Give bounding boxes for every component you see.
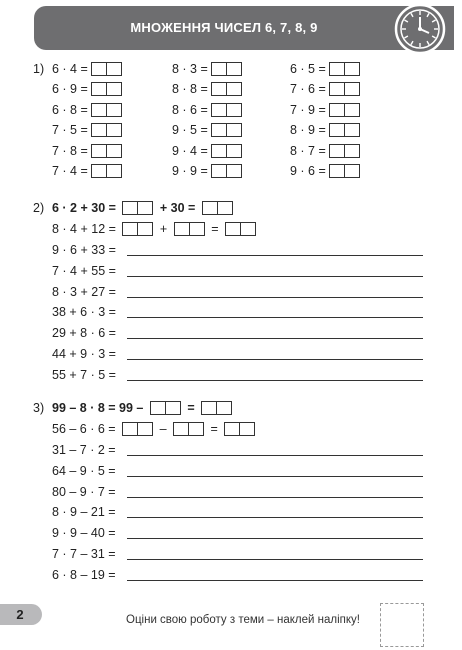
task2-expression: 29 + 8 · 6 =	[52, 326, 116, 341]
answer-line[interactable]	[127, 276, 423, 277]
task3-example	[52, 400, 232, 416]
answer-box[interactable]	[174, 221, 205, 237]
task3-expression: 31 – 7 · 2 =	[52, 443, 116, 457]
answer-box[interactable]	[211, 61, 242, 77]
answer-box[interactable]	[211, 163, 242, 179]
task2-example-start: 6 · 2 + 30 =	[52, 201, 116, 215]
task1-item	[52, 102, 122, 118]
answer-box[interactable]	[211, 81, 242, 97]
answer-line[interactable]	[127, 455, 423, 456]
task1-item	[172, 81, 242, 97]
answer-box[interactable]	[211, 143, 242, 159]
answer-box[interactable]	[329, 122, 360, 138]
task2-expression: 55 + 7 · 5 =	[52, 367, 116, 382]
task1-expression: 6 · 8 =	[52, 102, 88, 117]
answer-box[interactable]	[225, 221, 256, 237]
answer-line[interactable]	[127, 580, 423, 581]
task2-example-plus: + 30 =	[159, 201, 196, 215]
answer-line[interactable]	[127, 317, 423, 318]
answer-box[interactable]	[91, 81, 122, 97]
answer-box[interactable]	[150, 400, 181, 416]
task1-item	[290, 81, 360, 97]
task1-expression: 7 · 5 =	[52, 123, 88, 138]
task3-second-eq: =	[210, 422, 218, 436]
sticker-placeholder[interactable]	[380, 603, 424, 647]
task1-item	[290, 143, 360, 159]
task2-expression: 38 + 6 · 3 =	[52, 305, 116, 320]
task1-expression: 9 · 5 =	[172, 123, 208, 138]
task1-expression: 6 · 9 =	[52, 82, 88, 97]
answer-box[interactable]	[329, 81, 360, 97]
task1-item	[172, 122, 242, 138]
task2-expression: 44 + 9 · 3 =	[52, 347, 116, 361]
task1-item	[52, 122, 122, 138]
task1-expression: 6 · 5 =	[290, 62, 326, 76]
clock-icon	[393, 2, 447, 56]
answer-box[interactable]	[211, 122, 242, 138]
task3-expression: 8 · 9 – 21 =	[52, 505, 116, 520]
task1-expression: 9 · 6 =	[290, 164, 326, 178]
task3-expression: 9 · 9 – 40 =	[52, 526, 116, 541]
task1-item	[52, 61, 122, 77]
task3-expression: 64 – 9 · 5 =	[52, 463, 116, 478]
answer-box[interactable]	[202, 200, 233, 216]
answer-line[interactable]	[127, 559, 423, 560]
task1-item	[52, 81, 122, 97]
page-number-tab	[0, 604, 42, 625]
task2-expression: 9 · 6 + 33 =	[52, 243, 116, 257]
task1-expression: 6 · 4 =	[52, 62, 88, 76]
task1-item	[172, 61, 242, 77]
answer-line[interactable]	[127, 338, 423, 339]
answer-line[interactable]	[127, 497, 423, 498]
answer-line[interactable]	[127, 255, 423, 256]
task1-expression: 9 · 4 =	[172, 143, 208, 158]
task1-item	[52, 163, 122, 179]
task1-item	[172, 143, 242, 159]
answer-box[interactable]	[91, 102, 122, 118]
task3-expression: 80 – 9 · 7 =	[52, 484, 116, 499]
task3-second-op: –	[159, 422, 167, 436]
task1-item	[290, 122, 360, 138]
answer-line[interactable]	[127, 297, 423, 298]
task1-number: 1)	[33, 62, 45, 76]
answer-box[interactable]	[211, 102, 242, 118]
task3-second	[52, 421, 255, 437]
task2-second-op: +	[159, 222, 168, 236]
answer-box[interactable]	[329, 102, 360, 118]
answer-box[interactable]	[329, 163, 360, 179]
task2-second-start: 8 · 4 + 12 =	[52, 222, 116, 236]
task1-expression: 8 · 9 =	[290, 123, 326, 138]
task2-expression: 8 · 3 + 27 =	[52, 284, 116, 299]
task3-expression: 7 · 7 – 31 =	[52, 547, 116, 561]
answer-box[interactable]	[91, 122, 122, 138]
answer-box[interactable]	[91, 61, 122, 77]
task1-expression: 8 · 7 =	[290, 143, 326, 158]
task3-expression: 6 · 8 – 19 =	[52, 567, 116, 582]
task2-second	[52, 221, 256, 237]
task2-number: 2)	[33, 201, 45, 215]
task1-expression: 7 · 9 =	[290, 102, 326, 117]
page-title: МНОЖЕННЯ ЧИСЕЛ 6, 7, 8, 9	[130, 20, 318, 35]
answer-box[interactable]	[329, 143, 360, 159]
task3-second-start: 56 – 6 · 6 =	[52, 422, 116, 436]
task1-expression: 7 · 4 =	[52, 164, 88, 178]
task3-example-eq: =	[187, 401, 195, 415]
answer-line[interactable]	[127, 538, 423, 539]
answer-box[interactable]	[224, 421, 255, 437]
task1-expression: 8 · 8 =	[172, 82, 208, 97]
task2-second-eq: =	[211, 222, 219, 236]
task1-expression: 8 · 3 =	[172, 62, 208, 76]
answer-box[interactable]	[201, 400, 232, 416]
answer-box[interactable]	[91, 163, 122, 179]
answer-box[interactable]	[329, 61, 360, 77]
answer-line[interactable]	[127, 359, 423, 360]
answer-box[interactable]	[122, 221, 153, 237]
task3-number: 3)	[33, 401, 45, 415]
task1-item	[172, 163, 242, 179]
task1-expression: 7 · 8 =	[52, 143, 88, 158]
task1-item	[172, 102, 242, 118]
answer-line[interactable]	[127, 517, 423, 518]
page-number: 2	[16, 607, 24, 622]
footer-instruction: Оціни свою роботу з теми – наклей наліпку!	[126, 614, 360, 626]
task1-expression: 8 · 6 =	[172, 102, 208, 117]
task1-item	[52, 143, 122, 159]
answer-box[interactable]	[91, 143, 122, 159]
task2-example	[52, 200, 233, 216]
header-banner	[34, 6, 454, 50]
answer-box[interactable]	[122, 421, 153, 437]
answer-box[interactable]	[173, 421, 204, 437]
task1-item	[290, 102, 360, 118]
task1-item	[290, 163, 360, 179]
answer-box[interactable]	[122, 200, 153, 216]
task3-example-start: 99 – 8 · 8 = 99 –	[52, 401, 144, 415]
task1-item	[290, 61, 360, 77]
answer-line[interactable]	[127, 476, 423, 477]
task2-expression: 7 · 4 + 55 =	[52, 263, 116, 278]
task1-expression: 9 · 9 =	[172, 164, 208, 178]
answer-line[interactable]	[127, 380, 423, 381]
task1-expression: 7 · 6 =	[290, 82, 326, 97]
